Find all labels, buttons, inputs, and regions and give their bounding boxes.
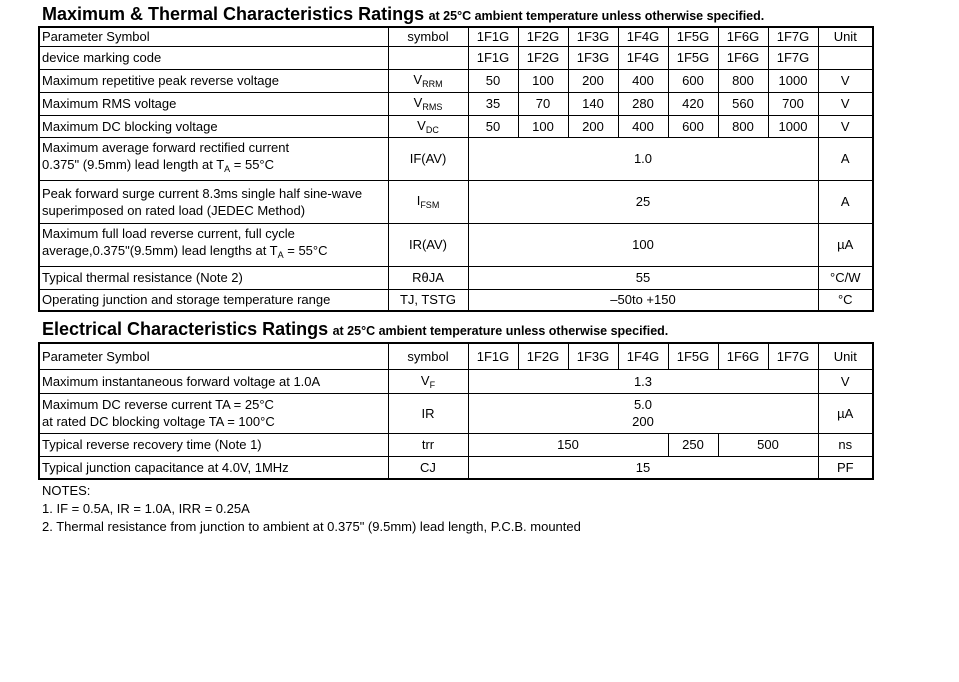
unit-cell: V — [818, 369, 873, 393]
symbol-cell: RθJA — [388, 266, 468, 289]
unit-cell: A — [818, 137, 873, 180]
value-cell: 1.0 — [468, 137, 818, 180]
param-label: Operating junction and storage temperature range — [39, 289, 388, 311]
unit-cell: °C — [818, 289, 873, 311]
max-thermal-ratings-table — [38, 26, 874, 312]
marking-cell: 1F5G — [668, 46, 718, 69]
symbol-subscript: RMS — [422, 102, 443, 112]
value-cell: 150 — [468, 433, 668, 456]
header-col: 1F1G — [468, 27, 518, 46]
param-text: average,0.375"(9.5mm) lead lengths at T — [42, 243, 278, 258]
value-cell: 15 — [468, 456, 818, 479]
value-cell: 1000 — [768, 115, 818, 137]
param-label: Maximum repetitive peak reverse voltage — [39, 69, 388, 92]
header-col: 1F2G — [518, 343, 568, 369]
table-row — [39, 69, 873, 92]
symbol-subscript: RRM — [422, 79, 443, 89]
unit-cell: V — [818, 115, 873, 137]
param-line — [42, 156, 388, 178]
table-header-row — [39, 343, 873, 369]
unit-cell: ns — [818, 433, 873, 456]
table-row — [39, 289, 873, 311]
value-cell: 100 — [518, 69, 568, 92]
symbol-subscript: F — [429, 379, 436, 390]
section1-heading — [42, 4, 764, 25]
value-cell: 700 — [768, 92, 818, 115]
table-row — [39, 369, 873, 393]
value-cell — [468, 393, 818, 433]
symbol-text: V — [413, 95, 423, 110]
table-row — [39, 180, 873, 223]
header-param: Parameter Symbol — [39, 343, 388, 369]
symbol-cell: IR — [388, 393, 468, 433]
value-cell: –50to +150 — [468, 289, 818, 311]
symbol-cell — [388, 369, 468, 393]
unit-cell: V — [818, 92, 873, 115]
section2-subtitle: at 25°C ambient temperature unless otherwise specified. — [332, 324, 669, 338]
table-row — [39, 46, 873, 69]
param-label: device marking code — [39, 46, 388, 69]
value-cell: 25 — [468, 180, 818, 223]
marking-cell: 1F1G — [468, 46, 518, 69]
unit-cell: °C/W — [818, 266, 873, 289]
value-line: 200 — [632, 414, 654, 429]
unit-cell: PF — [818, 456, 873, 479]
section1-subtitle: at 25°C ambient temperature unless otherwise specified. — [428, 9, 765, 23]
header-col: 1F5G — [668, 343, 718, 369]
param-label: Typical reverse recovery time (Note 1) — [39, 433, 388, 456]
table-row — [39, 433, 873, 456]
param-line: at rated DC blocking voltage TA = 100°C — [42, 414, 275, 429]
table-row — [39, 92, 873, 115]
symbol-subscript: DC — [425, 124, 439, 135]
header-unit: Unit — [818, 27, 873, 46]
value-cell: 100 — [518, 115, 568, 137]
param-line: Maximum DC reverse current TA = 25°C — [42, 397, 274, 412]
symbol-cell: IR(AV) — [388, 223, 468, 266]
symbol-cell: CJ — [388, 456, 468, 479]
param-label: Maximum DC blocking voltage — [39, 115, 388, 137]
value-cell: 55 — [468, 266, 818, 289]
note-item: 2. Thermal resistance from junction to ambient at 0.375" (9.5mm) lead length, P.C.B. mounted — [42, 519, 581, 534]
value-cell: 70 — [518, 92, 568, 115]
header-col: 1F1G — [468, 343, 518, 369]
value-cell: 50 — [468, 69, 518, 92]
symbol-text: V — [420, 372, 430, 388]
value-cell: 50 — [468, 115, 518, 137]
param-label: Typical thermal resistance (Note 2) — [39, 266, 388, 289]
unit-cell: µA — [818, 393, 873, 433]
param-line: Maximum full load reverse current, full cycle — [42, 226, 295, 241]
symbol-cell: TJ, TSTG — [388, 289, 468, 311]
symbol-cell: trr — [388, 433, 468, 456]
value-cell: 560 — [718, 92, 768, 115]
table-header-row — [39, 27, 873, 46]
value-cell: 420 — [668, 92, 718, 115]
param-label: Maximum instantaneous forward voltage at 1.0A — [39, 369, 388, 393]
param-label — [39, 393, 388, 433]
header-col: 1F4G — [618, 343, 668, 369]
value-cell: 35 — [468, 92, 518, 115]
value-cell: 200 — [568, 69, 618, 92]
unit-cell: A — [818, 180, 873, 223]
header-col: 1F5G — [668, 27, 718, 46]
symbol-cell — [388, 180, 468, 223]
header-col: 1F4G — [618, 27, 668, 46]
value-cell: 400 — [618, 115, 668, 137]
value-cell: 1.3 — [468, 369, 818, 393]
symbol-text: V — [417, 117, 426, 133]
unit-cell — [818, 46, 873, 69]
param-line: Peak forward surge current 8.3ms single half sine-wave — [42, 185, 363, 201]
value-cell: 250 — [668, 433, 718, 456]
header-col: 1F3G — [568, 343, 618, 369]
symbol-subscript: FSM — [420, 200, 440, 210]
value-cell: 140 — [568, 92, 618, 115]
table-row — [39, 393, 873, 433]
param-text: = 55°C — [283, 243, 328, 258]
section1-title: Maximum & Thermal Characteristics Ratings — [42, 4, 425, 24]
header-col: 1F6G — [718, 343, 768, 369]
marking-cell: 1F6G — [718, 46, 768, 69]
header-col: 1F6G — [718, 27, 768, 46]
marking-cell: 1F2G — [518, 46, 568, 69]
symbol-cell — [388, 92, 468, 115]
param-subscript: A — [224, 164, 231, 174]
notes-heading: NOTES: — [42, 483, 91, 498]
notes-section — [42, 482, 581, 536]
symbol-text: I — [416, 193, 421, 208]
header-symbol: symbol — [388, 343, 468, 369]
marking-cell: 1F4G — [618, 46, 668, 69]
table-row — [39, 223, 873, 266]
param-line: superimposed on rated load (JEDEC Method) — [42, 202, 306, 218]
symbol-cell — [388, 115, 468, 137]
unit-cell: µA — [818, 223, 873, 266]
param-line — [42, 242, 388, 264]
table-row — [39, 137, 873, 180]
header-symbol: symbol — [388, 27, 468, 46]
param-label: Maximum RMS voltage — [39, 92, 388, 115]
value-cell: 600 — [668, 115, 718, 137]
value-cell: 280 — [618, 92, 668, 115]
unit-cell: V — [818, 69, 873, 92]
symbol-text: V — [413, 72, 423, 87]
table-row — [39, 115, 873, 137]
section2-heading — [42, 319, 668, 340]
header-param: Parameter Symbol — [39, 27, 388, 46]
param-label: Typical junction capacitance at 4.0V, 1MHz — [39, 456, 388, 479]
header-col: 1F3G — [568, 27, 618, 46]
header-col: 1F7G — [768, 27, 818, 46]
param-line: Maximum average forward rectified current — [42, 140, 290, 155]
value-cell: 500 — [718, 433, 818, 456]
param-text: 0.375" (9.5mm) lead length at T — [42, 157, 225, 172]
header-col: 1F2G — [518, 27, 568, 46]
param-subscript: A — [277, 250, 284, 260]
value-cell: 400 — [618, 69, 668, 92]
symbol-cell — [388, 46, 468, 69]
param-label — [39, 180, 388, 223]
marking-cell: 1F7G — [768, 46, 818, 69]
param-label — [39, 223, 388, 266]
header-col: 1F7G — [768, 343, 818, 369]
param-label — [39, 137, 388, 180]
value-cell: 600 — [668, 69, 718, 92]
value-cell: 100 — [468, 223, 818, 266]
symbol-cell — [388, 69, 468, 92]
marking-cell: 1F3G — [568, 46, 618, 69]
value-cell: 200 — [568, 115, 618, 137]
table-row — [39, 266, 873, 289]
electrical-ratings-table — [38, 342, 874, 480]
header-unit: Unit — [818, 343, 873, 369]
value-cell: 1000 — [768, 69, 818, 92]
section2-title: Electrical Characteristics Ratings — [42, 319, 329, 339]
note-item: 1. IF = 0.5A, IR = 1.0A, IRR = 0.25A — [42, 501, 250, 516]
value-line: 5.0 — [633, 397, 653, 412]
param-text: = 55°C — [230, 157, 275, 172]
table-row — [39, 456, 873, 479]
symbol-cell: IF(AV) — [388, 137, 468, 180]
value-cell: 800 — [718, 115, 768, 137]
value-cell: 800 — [718, 69, 768, 92]
